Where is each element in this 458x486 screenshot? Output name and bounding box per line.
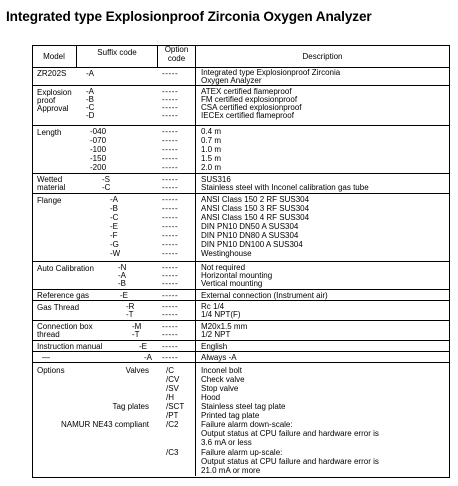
description-line: Rc 1/4: [201, 302, 225, 311]
description-line: ATEX certified flameproof: [201, 87, 292, 96]
suffix-code: -A: [118, 271, 126, 280]
suffix-code: -B: [118, 279, 126, 288]
option-dash: -----: [162, 222, 179, 231]
suffix-code: -T: [132, 330, 140, 339]
header-suffix-code: Suffix code: [97, 48, 137, 57]
suffix-code: -A: [86, 87, 94, 96]
description-line: DIN PN10 DN80 A SUS304: [201, 231, 299, 240]
row-divider: [32, 125, 449, 126]
description-line: DIN PN10 DN100 A SUS304: [201, 240, 303, 249]
option-dash: -----: [162, 330, 179, 339]
suffix-code: -B: [86, 95, 94, 104]
row-divider: [32, 340, 449, 341]
description-line: Failure alarm down-scale:: [201, 420, 293, 429]
description-line: Not required: [201, 263, 246, 272]
option-dash: -----: [162, 136, 179, 145]
suffix-code: -C: [102, 183, 111, 192]
suffix-code: -W: [110, 249, 121, 258]
description-line: Failure alarm up-scale:: [201, 448, 283, 457]
suffix-code: -E: [110, 222, 118, 231]
option-dash: -----: [162, 87, 179, 96]
option-dash: -----: [162, 213, 179, 222]
option-code: /SCT: [166, 402, 185, 411]
option-dash: -----: [162, 249, 179, 258]
option-dash: -----: [162, 103, 179, 112]
option-code: /C: [166, 366, 174, 375]
description-line: Hood: [201, 393, 221, 402]
option-dash: -----: [162, 271, 179, 280]
description-line: 1.5 m: [201, 154, 222, 163]
suffix-code: -D: [86, 111, 95, 120]
group-label: Explosion: [37, 88, 72, 97]
option-dash: -----: [162, 163, 179, 172]
option-code: /SV: [166, 384, 179, 393]
group-label: Approval: [37, 104, 69, 113]
option-dash: -----: [162, 322, 179, 331]
group-label: Length: [37, 128, 62, 137]
group-label: Auto Calibration: [37, 264, 94, 273]
option-dash: -----: [162, 342, 179, 351]
page-title: Integrated type Explosionproof Zirconia Oxygen Analyzer: [6, 9, 372, 24]
option-code: /PT: [166, 411, 179, 420]
option-dash: -----: [162, 302, 179, 311]
group-label: Flange: [37, 196, 62, 205]
description-line: Stainless steel with Inconel calibration gas tube: [201, 183, 369, 192]
suffix-code: -100: [90, 145, 107, 154]
row-divider: [32, 193, 449, 194]
option-code: /C3: [166, 448, 179, 457]
suffix-code: -150: [90, 154, 107, 163]
suffix-code: -040: [90, 127, 107, 136]
header-option-code-line1: Option: [164, 45, 189, 54]
option-dash: -----: [162, 145, 179, 154]
option-dash: -----: [162, 353, 179, 362]
suffix-code: -S: [102, 175, 110, 184]
model-code-table: [32, 45, 450, 478]
row-divider: [32, 173, 449, 174]
suffix-code: -C: [86, 103, 95, 112]
description-line: Always -A: [201, 353, 237, 362]
row-divider: [32, 362, 449, 363]
header-description: Description: [302, 52, 343, 61]
description-line: Inconel bolt: [201, 366, 242, 375]
description-line: Output status at CPU failure and hardware error is: [201, 457, 379, 466]
option-dash: -----: [162, 154, 179, 163]
option-dash: -----: [162, 69, 179, 78]
suffix-code: -C: [110, 213, 119, 222]
description-line: 0.7 m: [201, 136, 222, 145]
description-line: 1.0 m: [201, 145, 222, 154]
description-line: English: [201, 342, 228, 351]
description-line: DIN PN10 DN50 A SUS304: [201, 222, 299, 231]
option-group-valves: Valves: [125, 366, 149, 375]
group-label: Connection box: [37, 322, 93, 331]
suffix-code: -A: [110, 195, 118, 204]
suffix-code: -N: [118, 263, 127, 272]
suffix-code: -F: [110, 231, 118, 240]
description-line: Horizontal mounting: [201, 271, 273, 280]
description-line: IECEx certified flameproof: [201, 111, 294, 120]
suffix-code: -A: [86, 69, 94, 78]
option-dash: -----: [162, 183, 179, 192]
option-dash: -----: [162, 111, 179, 120]
group-label: Reference gas: [37, 291, 90, 300]
description-line: Stainless steel tag plate: [201, 402, 286, 411]
description-line: 2.0 m: [201, 163, 222, 172]
suffix-code: -070: [90, 136, 107, 145]
option-dash: -----: [162, 263, 179, 272]
model-code: ZR202S: [37, 69, 67, 78]
option-group-tag-plates: Tag plates: [112, 402, 149, 411]
suffix-code: -A: [144, 353, 152, 362]
description-line: 1/4 NPT(F): [201, 310, 241, 319]
group-label: Options: [37, 366, 65, 375]
description-line: ANSI Class 150 3 RF SUS304: [201, 204, 310, 213]
option-code: /CV: [166, 375, 180, 384]
option-dash: -----: [162, 175, 179, 184]
description-line: 0.4 m: [201, 127, 222, 136]
option-dash: -----: [162, 95, 179, 104]
option-dash: -----: [162, 231, 179, 240]
option-code: /H: [166, 393, 174, 402]
group-label: material: [37, 183, 66, 192]
row-divider: [32, 261, 449, 262]
option-group-namur: NAMUR NE43 compliant: [60, 420, 149, 429]
group-label: Wetted: [37, 175, 63, 184]
option-dash: -----: [162, 279, 179, 288]
description-line: Integrated type Explosionproof Zirconia: [201, 68, 341, 77]
group-label: proof: [37, 96, 56, 105]
description-line: Oxygen Analyzer: [201, 76, 262, 85]
description-line: SUS316: [201, 175, 231, 184]
description-line: Printed tag plate: [201, 411, 260, 420]
option-dash: -----: [162, 127, 179, 136]
suffix-code: -E: [120, 291, 128, 300]
row-divider: [32, 289, 449, 290]
group-label: Gas Thread: [37, 303, 80, 312]
description-line: ANSI Class 150 2 RF SUS304: [201, 195, 310, 204]
option-code: /C2: [166, 420, 179, 429]
description-line: Output status at CPU failure and hardware error is: [201, 429, 379, 438]
row-divider: [32, 320, 449, 321]
group-label: Instruction manual: [37, 342, 103, 351]
description-line: Stop valve: [201, 384, 239, 393]
option-dash: -----: [162, 310, 179, 319]
suffix-code: -T: [126, 310, 134, 319]
option-dash: -----: [162, 195, 179, 204]
header-option-code-line2: code: [167, 54, 186, 63]
description-line: ANSI Class 150 4 RF SUS304: [201, 213, 310, 222]
option-dash: -----: [162, 240, 179, 249]
description-line: FM certified explosionproof: [201, 95, 298, 104]
description-line: 1/2 NPT: [201, 330, 231, 339]
group-label: —: [42, 353, 50, 362]
description-line: 3.6 mA or less: [201, 438, 252, 447]
row-divider: [32, 85, 449, 86]
description-line: External connection (Instrument air): [201, 291, 328, 300]
description-line: 21.0 mA or more: [201, 466, 261, 475]
header-model: Model: [43, 52, 65, 61]
suffix-code: -200: [90, 163, 107, 172]
option-dash: -----: [162, 291, 179, 300]
suffix-code: -G: [110, 240, 119, 249]
option-dash: -----: [162, 204, 179, 213]
suffix-code: -B: [110, 204, 118, 213]
group-label: thread: [37, 330, 60, 339]
suffix-code: -R: [126, 302, 135, 311]
suffix-code: -E: [139, 342, 147, 351]
row-divider: [32, 351, 449, 352]
description-line: Vertical mounting: [201, 279, 263, 288]
description-line: CSA certified explosionproof: [201, 103, 302, 112]
description-line: M20x1.5 mm: [201, 322, 248, 331]
description-line: Check valve: [201, 375, 245, 384]
description-line: Westinghouse: [201, 249, 252, 258]
row-divider: [32, 300, 449, 301]
suffix-code: -M: [132, 322, 142, 331]
